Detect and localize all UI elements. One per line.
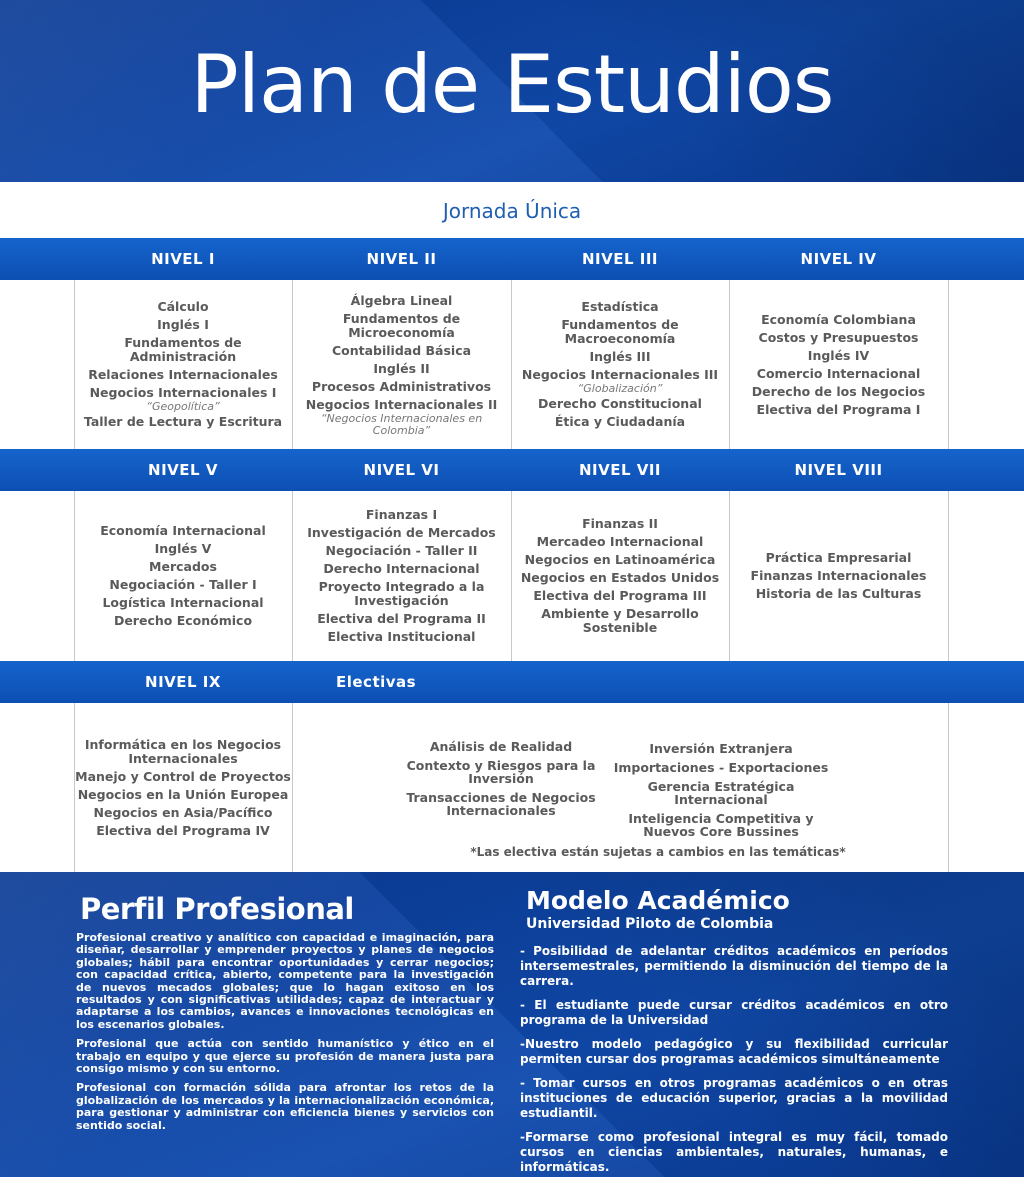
level-courses: [292, 280, 511, 449]
modelo-point: - Tomar cursos en otros programas académicos o en otras instituciones de educación superior, gracias a la movilidad estudiantil.: [520, 1076, 948, 1120]
level-courses: [511, 280, 729, 449]
course-item: Negocios Internacionales I: [89, 385, 277, 400]
course-item: Relaciones Internacionales: [88, 367, 278, 382]
course-item: Procesos Administrativos: [311, 379, 492, 394]
course-item: Historia de las Culturas: [755, 586, 922, 601]
elective-item: Transacciones de Negocios Internacionales: [406, 790, 596, 818]
elective-item: Gerencia Estratégica Internacional: [647, 779, 795, 807]
modelo-point: - Posibilidad de adelantar créditos académicos en períodos intersemestrales, permitiendo la disminución del tiempo de la carrera.: [520, 944, 948, 988]
course-item: Finanzas I: [365, 507, 438, 522]
course-item: Mercadeo Internacional: [536, 534, 704, 549]
modelo-title: Modelo Académico: [526, 886, 790, 915]
modelo-point: -Nuestro modelo pedagógico y su flexibilidad curricular permiten cursar dos programas académicos simultáneamente: [520, 1037, 948, 1066]
footer-banner: [0, 872, 1024, 1177]
perfil-paragraph: Profesional creativo y analítico con capacidad e imaginación, para diseñar, desarrollar y emprender proyectos y planes de negocios globales; hábil para encontrar oportunidades y cerrar negocios; con capacidad crítica, abierto, competente para la investigación de nuevos mecados globales; que lo hagan exitoso en los resultados y con significativas utilidades; capaz de interactuar y adaptarse a los cambios, avances e innovaciones tecnológicas en los escenarios globales.: [76, 931, 494, 1031]
level-courses: [729, 491, 948, 661]
level-band-3: [0, 661, 1024, 703]
level-row-1: [0, 280, 1024, 449]
course-item: Inglés II: [373, 361, 430, 376]
course-item: Derecho Económico: [113, 613, 253, 628]
course-item: Electiva del Programa IV: [96, 822, 270, 838]
level-label: NIVEL V: [148, 461, 218, 479]
course-item: Negocios en Latinoamérica: [524, 552, 716, 567]
level-label: NIVEL IX: [145, 673, 221, 691]
course-item: Práctica Empresarial: [765, 550, 912, 565]
modelo-point: -Formarse como profesional integral es muy fácil, tomado cursos en ciencias ambientales, naturales, humanas, e informáticas.: [520, 1130, 948, 1174]
level-row-3: [0, 703, 1024, 872]
course-item: Contabilidad Básica: [331, 343, 472, 358]
level-band-2: [0, 449, 1024, 491]
modelo-body: [520, 944, 948, 1184]
level-label: NIVEL IV: [800, 250, 877, 268]
level-label: NIVEL III: [581, 250, 658, 268]
course-item: Electiva del Programa I: [756, 401, 921, 417]
course-item: Negociación - Taller I: [109, 577, 257, 592]
course-item: Inglés I: [157, 317, 209, 332]
electivas-label: Electivas: [336, 673, 417, 691]
level-label: NIVEL II: [366, 250, 437, 268]
modelo-point: - El estudiante puede cursar créditos académicos en otro programa de la Universidad: [520, 998, 948, 1027]
elective-item: Análisis de Realidad: [429, 739, 573, 754]
course-item: Costos y Presupuestos: [758, 329, 919, 345]
course-item: Álgebra Lineal: [350, 293, 453, 308]
course-note: “Negocios Internacionales en Colombia”: [320, 412, 483, 437]
course-item: Economía Internacional: [100, 523, 266, 538]
course-item: Electiva del Programa III: [533, 588, 707, 603]
level-row-2: [0, 491, 1024, 661]
course-item: Proyecto Integrado a la Investigación: [318, 579, 485, 608]
course-item: Inglés V: [154, 541, 212, 556]
course-item: Estadística: [581, 299, 659, 314]
course-item: Fundamentos de Macroeconomía: [561, 317, 679, 346]
level-band-1: [0, 238, 1024, 280]
course-item: Ética y Ciudadanía: [554, 414, 686, 429]
course-item: Derecho Internacional: [323, 561, 480, 576]
course-item: Electiva Institucional: [327, 629, 476, 644]
elective-item: Inversión Extranjera: [649, 741, 793, 756]
course-note: “Globalización”: [577, 382, 663, 395]
electivas-note: *Las electiva están sujetas a cambios en las temáticas*: [470, 845, 846, 859]
course-item: Finanzas Internacionales: [750, 568, 927, 583]
electivas-column: [612, 739, 830, 841]
elective-item: Inteligencia Competitiva y Nuevos Core Bussines: [628, 811, 814, 839]
level-courses: [292, 491, 511, 661]
header-banner: [0, 0, 1024, 182]
course-item: Finanzas II: [582, 516, 658, 531]
course-item: Comercio Internacional: [756, 365, 921, 381]
course-item: Informática en los Negocios Internacionales: [84, 736, 282, 766]
level-label: NIVEL VIII: [794, 461, 883, 479]
perfil-paragraph: Profesional con formación sólida para afrontar los retos de la globalización de los mercados y la internacionalización económica, para gestionar y administrar con eficiencia bienes y servicios con sentido social.: [76, 1081, 494, 1132]
level-label: NIVEL VI: [363, 461, 440, 479]
column-divider: [948, 280, 949, 449]
modelo-subtitle: Universidad Piloto de Colombia: [526, 916, 774, 932]
elective-item: Importaciones - Exportaciones: [613, 760, 829, 775]
course-item: Negocios en Estados Unidos: [520, 570, 720, 585]
course-item: Investigación de Mercados: [307, 525, 496, 540]
perfil-title: Perfil Profesional: [80, 892, 354, 926]
course-item: Logística Internacional: [102, 595, 264, 610]
course-item: Ambiente y Desarrollo Sostenible: [541, 606, 699, 635]
perfil-body: [76, 932, 494, 1139]
course-item: Fundamentos de Microeconomía: [342, 311, 461, 340]
perfil-paragraph: Profesional que actúa con sentido humanístico y ético en el trabajo en equipo y que ejerce su profesión de manera justa para consigo mismo y con su entorno.: [76, 1037, 494, 1076]
elective-item: Contexto y Riesgos para la Inversión: [406, 758, 596, 786]
level-courses: [74, 280, 292, 449]
course-item: Inglés IV: [807, 347, 870, 363]
course-item: Negocios en Asia/Pacífico: [93, 804, 273, 820]
course-item: Cálculo: [157, 299, 209, 314]
electivas-column: [390, 737, 612, 820]
level-courses: [511, 491, 729, 661]
course-item: Derecho Constitucional: [538, 396, 702, 411]
course-item: Inglés III: [589, 349, 651, 364]
level-courses: [74, 703, 292, 872]
level-label: NIVEL I: [151, 250, 215, 268]
level-courses: [729, 280, 948, 449]
course-item: Negocios Internacionales III: [521, 367, 719, 382]
level-label: NIVEL VII: [578, 461, 662, 479]
course-item: Derecho de los Negocios: [751, 383, 926, 399]
course-item: Manejo y Control de Proyectos: [75, 768, 291, 784]
course-item: Fundamentos de Administración: [124, 335, 242, 364]
column-divider: [948, 491, 949, 661]
course-item: Negocios Internacionales II: [305, 397, 498, 412]
course-item: Electiva del Programa II: [317, 611, 486, 626]
course-item: Economía Colombiana: [761, 311, 916, 327]
jornada-subtitle: Jornada Única: [442, 199, 582, 223]
course-item: Mercados: [149, 559, 217, 574]
course-item: Negocios en la Unión Europea: [77, 786, 289, 802]
course-item: Taller de Lectura y Escritura: [83, 414, 283, 429]
level-courses: [74, 491, 292, 661]
course-item: Negociación - Taller II: [325, 543, 478, 558]
course-note: “Geopolítica”: [146, 400, 220, 413]
page-title: Plan de Estudios: [190, 38, 834, 131]
